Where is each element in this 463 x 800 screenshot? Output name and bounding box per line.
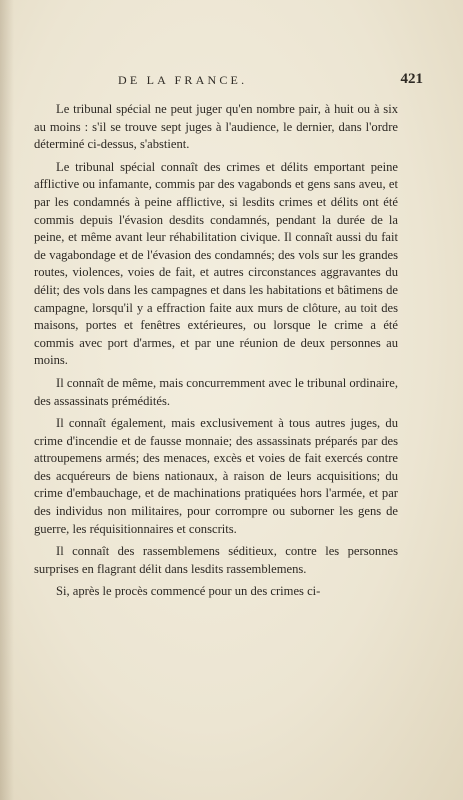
- paragraph: Il connaît des rassemblemens séditieux, contre les personnes surprises en flagrant délit dans lesdits rassemblemens.: [34, 544, 398, 576]
- paragraph: Il connaît de même, mais concurremment avec le tribunal ordinaire, des assassinats prémédités.: [34, 375, 398, 408]
- paragraph: Le tribunal spécial ne peut juger qu'en nombre pair, à huit ou à six au moins : s'il se trouve sept juges à l'audience, le dernier, dans l'ordre déterminé ci-dessus, s'abstient.: [34, 102, 398, 152]
- paragraph: Il connaît également, mais exclusivement à tous autres juges, du crime d'incendie et de fausse monnaie; des assassinats préparés par des attroupemens armés; des menaces, excès et voies de fait exercés contre des acquéreurs de biens nationaux, à raison de leurs acquisitions; du crime d'embauchage, et de machinations pratiquées hors l'armée, et par des individus non militaires, pour corrompre ou suborner les gens de guerre, les réquisitionnaires et conscrits.: [34, 416, 398, 536]
- paragraph: Si, après le procès commencé pour un des crimes ci-: [56, 584, 321, 599]
- binding-shadow: [0, 0, 14, 800]
- paragraph: Le tribunal spécial connaît des crimes et délits emportant peine afflictive ou infamante, commis par des vagabonds et gens sans aveu, et par les condamnés à peine afflictive, si lesdits crimes et délits ont été commis depuis l'évasion desdits condamnés, pendant la durée de la peine, et même avant leur réhabilitation civique. Il connaît aussi du fait de vagabondage et de l'évasion des condamnés; des vols sur les grandes routes, violences, voies de fait, et autres circonstances aggravantes du délit; des vols dans les campagnes et dans les habitations et bâtimens de campagne, lorsqu'il y a effraction faite aux murs de clôture, au toit des maisons, portes et fenêtres extérieures, ou lorsque le crime a été commis avec port d'armes, et par une réunion de deux personnes au moins.: [34, 159, 398, 368]
- page-header: [34, 73, 423, 91]
- body-text: [34, 101, 398, 606]
- page-number: 421: [400, 71, 423, 87]
- running-title: DE LA FRANCE.: [118, 73, 248, 87]
